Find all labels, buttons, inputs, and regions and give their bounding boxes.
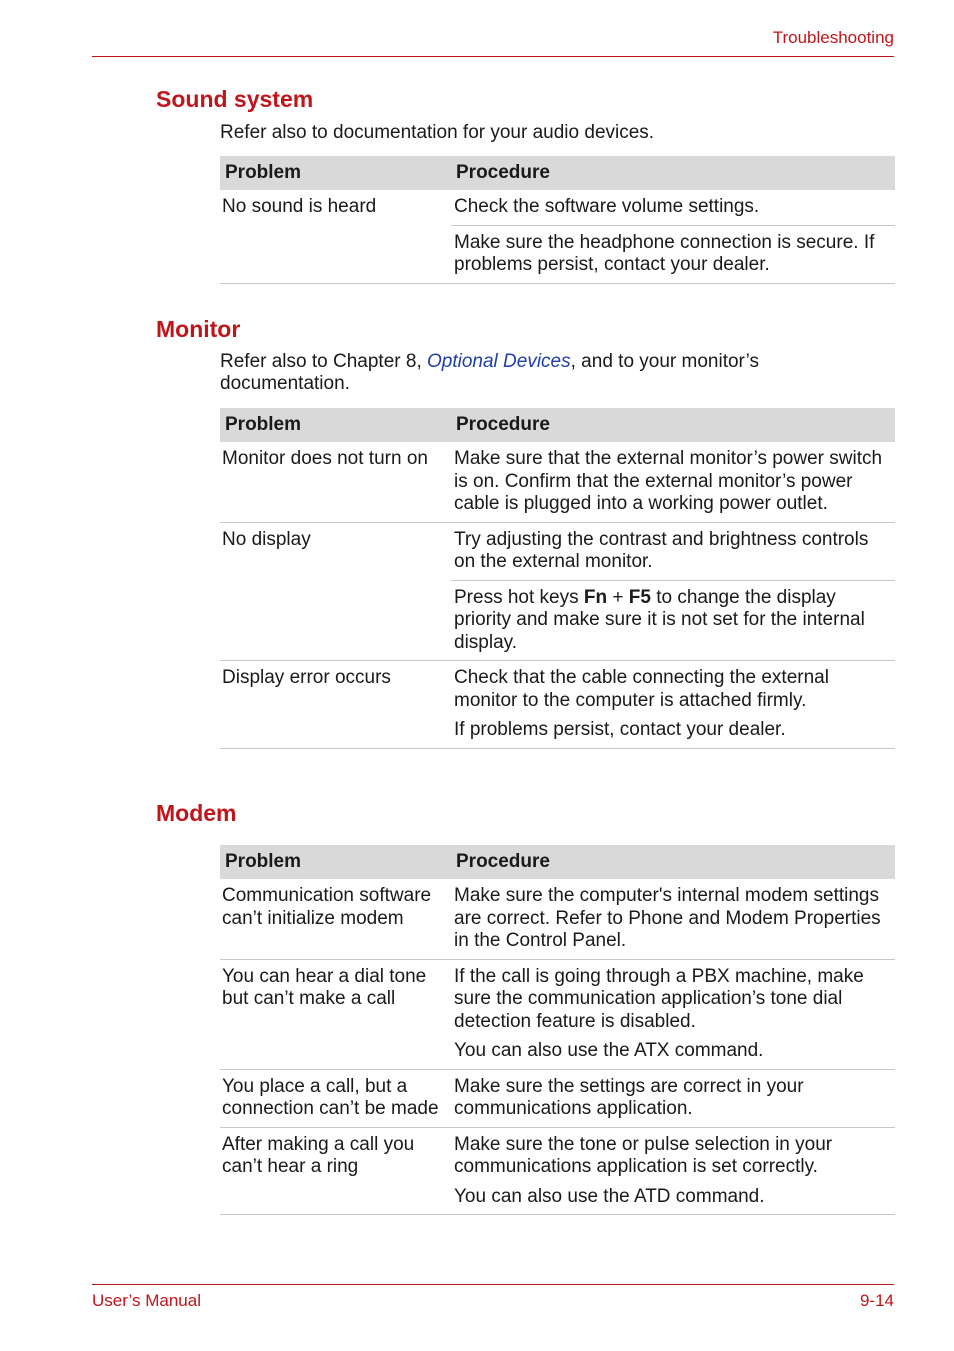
monitor-table (220, 408, 895, 749)
intro-text: Refer also to Chapter 8, (220, 351, 427, 372)
header-rule (92, 56, 894, 57)
table-row (220, 522, 895, 580)
table-row (220, 1127, 895, 1215)
proc-text: to change the display priority and make sure it is not set for the internal display. (454, 586, 865, 653)
procedure-cell: Make sure the settings are correct in your communications application. (451, 1069, 895, 1127)
problem-cell: You can hear a dial tone but can’t make a call (220, 959, 451, 1069)
sound-system-heading: Sound system (156, 86, 314, 112)
problem-cell: No display (220, 522, 451, 661)
procedure-cell: Make sure the headphone connection is secure. If problems persist, contact your dealer. (451, 225, 895, 283)
procedure-para: If problems persist, contact your dealer. (454, 719, 786, 740)
col-header-problem: Problem (220, 845, 451, 879)
modem-heading: Modem (156, 800, 237, 826)
procedure-para: Make sure the tone or pulse selection in your communications application is set correctly. (454, 1133, 833, 1177)
table-row (220, 661, 895, 749)
procedure-cell (451, 1127, 895, 1215)
problem-cell: You place a call, but a connection can’t be made (220, 1069, 451, 1127)
procedure-para: If the call is going through a PBX machine, make sure the communication application’s tone dial detection feature is disabled. (454, 965, 864, 1032)
key-f5: F5 (628, 586, 651, 608)
key-fn: Fn (583, 586, 608, 608)
procedure-para: You can also use the ATX command. (454, 1040, 764, 1061)
page-number: 9-14 (859, 1291, 894, 1310)
intro-text: , and to your monitor’s documentation. (220, 351, 759, 394)
procedure-cell (451, 580, 895, 661)
table-row (220, 190, 895, 225)
problem-cell: Display error occurs (220, 661, 451, 749)
table-row (220, 1069, 895, 1127)
procedure-para: Check that the cable connecting the external monitor to the computer is attached firmly. (454, 667, 829, 711)
col-header-procedure: Procedure (451, 845, 895, 879)
monitor-intro (220, 351, 894, 395)
procedure-cell: Try adjusting the contrast and brightness controls on the external monitor. (451, 522, 895, 580)
problem-cell: Monitor does not turn on (220, 442, 451, 522)
sound-table (220, 156, 895, 284)
footer-manual-title: User’s Manual (92, 1291, 201, 1310)
table-row (220, 959, 895, 1069)
col-header-procedure: Procedure (451, 156, 895, 190)
problem-cell: After making a call you can’t hear a ring (220, 1127, 451, 1215)
problem-cell: Communication software can’t initialize modem (220, 879, 451, 959)
table-row (220, 442, 895, 522)
procedure-cell: Make sure the computer's internal modem settings are correct. Refer to Phone and Modem Properties in the Control Panel. (451, 879, 895, 959)
procedure-para: You can also use the ATD command. (454, 1185, 765, 1207)
monitor-heading: Monitor (156, 316, 241, 342)
procedure-cell (451, 661, 895, 749)
running-header: Troubleshooting (772, 28, 894, 47)
optional-devices-link[interactable]: Optional Devices (427, 351, 571, 372)
col-header-procedure: Procedure (451, 408, 895, 442)
proc-text: + (607, 586, 629, 608)
sound-intro: Refer also to documentation for your audio devices. (220, 122, 655, 143)
procedure-cell: Make sure that the external monitor’s power switch is on. Confirm that the external monitor’s power cable is plugged into a working power outlet. (451, 442, 895, 522)
procedure-cell: Check the software volume settings. (451, 190, 895, 225)
problem-cell: No sound is heard (220, 190, 451, 283)
footer-rule (92, 1284, 894, 1285)
col-header-problem: Problem (220, 156, 451, 190)
procedure-cell (451, 959, 895, 1069)
modem-table (220, 845, 895, 1215)
table-row (220, 879, 895, 959)
col-header-problem: Problem (220, 408, 451, 442)
proc-text: Press hot keys (454, 586, 584, 608)
